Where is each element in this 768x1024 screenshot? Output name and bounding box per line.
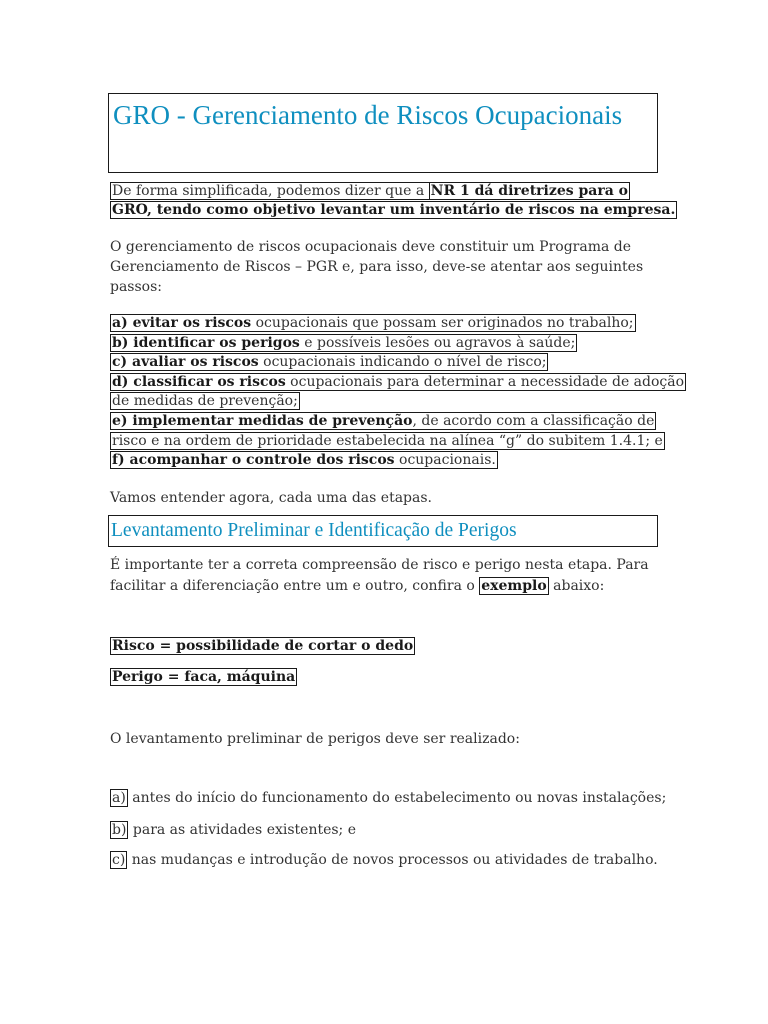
intro-bold-2: GRO, tendo como objetivo levantar um inventário de riscos na empresa.: [112, 202, 676, 218]
para3-line-2: [110, 577, 604, 596]
step-line: [110, 334, 577, 353]
step-item: [110, 334, 577, 352]
step-item: [110, 373, 686, 391]
item-text: para as atividades existentes; e: [128, 822, 357, 838]
step-bold: implementar medidas de prevenção: [132, 413, 413, 429]
step-rest: ocupacionais indicando o nível de risco;: [258, 354, 547, 371]
step-line: [110, 314, 636, 333]
step-item: [110, 314, 636, 332]
step-letter: e): [112, 413, 133, 429]
title-box: [108, 93, 658, 173]
para1-line-1: O gerenciamento de riscos ocupacionais deve constituir um Programa de: [110, 239, 632, 255]
para3-text-end: abaixo:: [548, 578, 605, 594]
list-item: [110, 821, 356, 840]
step-bold: identificar os perigos: [133, 334, 300, 351]
page-title: GRO - Gerenciamento de Riscos Ocupacionais: [113, 100, 623, 130]
step-bold: avaliar os riscos: [132, 354, 259, 371]
step-line: [110, 432, 665, 451]
para1-line-2: Gerenciamento de Riscos – PGR e, para isso, deve-se atentar aos seguintes: [110, 259, 644, 275]
step-bold: acompanhar o controle dos riscos: [129, 452, 395, 469]
step-rest: ocupacionais para determinar a necessidade de adoção: [285, 373, 685, 390]
step-rest: , de acordo com a classificação de: [412, 413, 655, 429]
step-rest: e possíveis lesões ou agravos à saúde;: [299, 334, 576, 351]
intro-line-2: [110, 201, 677, 220]
step-continuation: de medidas de prevenção;: [112, 393, 298, 410]
step-line: [110, 353, 548, 372]
subtitle-box: [108, 515, 658, 547]
item-letter: a): [112, 790, 126, 806]
list-item: [110, 789, 666, 808]
intro-line-1: [110, 182, 630, 201]
example-bold: exemplo: [481, 578, 547, 594]
step-line: [110, 392, 300, 411]
risco-line: [110, 637, 415, 656]
para3-text: facilitar a diferenciação entre um e outro, confira o: [110, 578, 480, 594]
step-rest: ocupacionais.: [394, 452, 496, 469]
step-line: [110, 373, 686, 392]
step-item: [110, 451, 498, 469]
item-text: nas mudanças e introdução de novos processos ou atividades de trabalho.: [127, 852, 658, 868]
item-letter: c): [112, 852, 126, 868]
step-letter: d): [112, 373, 134, 390]
step-line: [110, 412, 656, 431]
intro-bold-1: NR 1 dá diretrizes para o: [430, 183, 628, 199]
step-letter: b): [112, 334, 134, 351]
step-item: [110, 353, 548, 371]
step-line: [110, 451, 498, 470]
step-rest: ocupacionais que possam ser originados no trabalho;: [251, 315, 634, 331]
perigo-line: [110, 668, 297, 687]
list-item: [110, 851, 658, 870]
risco-definition: Risco = possibilidade de cortar o dedo: [112, 638, 414, 654]
step-letter: a): [112, 315, 133, 331]
step-continuation: risco e na ordem de prioridade estabelecida na alínea “g” do subitem 1.4.1; e: [112, 432, 663, 449]
item-letter: b): [112, 822, 127, 838]
intro-text: De forma simplificada, podemos dizer que a: [112, 183, 429, 199]
step-item: [110, 432, 665, 450]
para3-line-1: É importante ter a correta compreensão de risco e perigo nesta etapa. Para: [110, 557, 649, 573]
step-item: [110, 392, 300, 410]
para4: O levantamento preliminar de perigos deve ser realizado:: [110, 731, 520, 747]
item-text: antes do início do funcionamento do estabelecimento ou novas instalações;: [127, 790, 667, 806]
perigo-definition: Perigo = faca, máquina: [112, 669, 296, 685]
step-bold: evitar os riscos: [132, 315, 252, 331]
para1-line-3: passos:: [110, 279, 163, 295]
step-letter: c): [112, 354, 133, 371]
step-letter: f): [112, 452, 130, 469]
step-item: [110, 412, 656, 430]
section-subtitle: Levantamento Preliminar e Identificação de Perigos: [111, 520, 517, 541]
step-bold: classificar os riscos: [133, 373, 286, 390]
para2: Vamos entender agora, cada uma das etapas.: [110, 490, 432, 506]
